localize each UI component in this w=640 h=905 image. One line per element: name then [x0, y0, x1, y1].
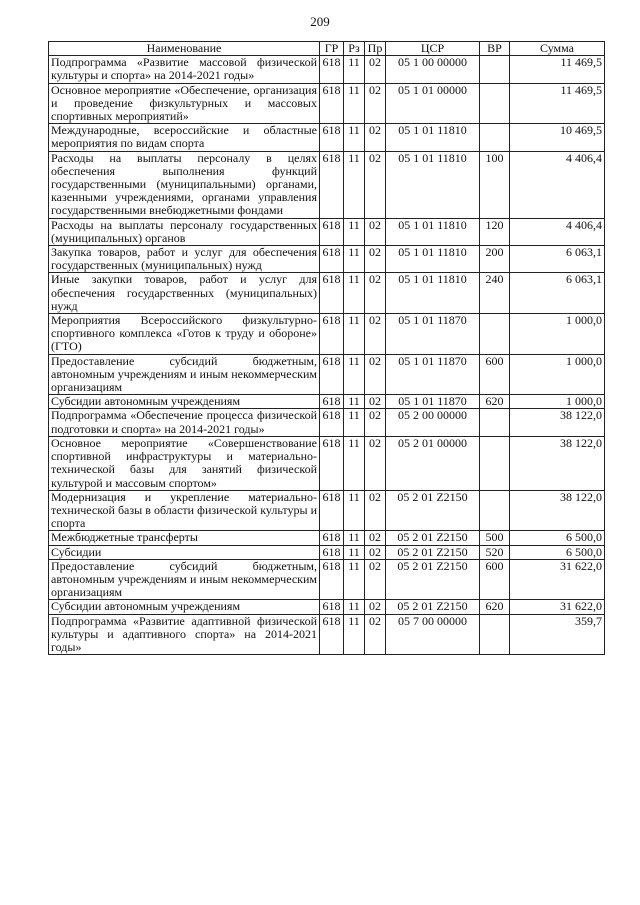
cell-pr: 02	[365, 600, 386, 614]
cell-gr: 618	[320, 490, 344, 531]
cell-pr: 02	[365, 490, 386, 531]
table-row	[49, 314, 605, 355]
cell-gr: 618	[320, 600, 344, 614]
cell-sum: 6 063,1	[510, 273, 605, 314]
cell-vr: 500	[480, 531, 510, 545]
cell-sum: 38 122,0	[510, 436, 605, 490]
header-sum: Сумма	[510, 42, 605, 56]
cell-csr: 05 2 00 00000	[386, 409, 480, 436]
cell-pr: 02	[365, 409, 386, 436]
cell-vr: 200	[480, 246, 510, 273]
cell-pr: 02	[365, 83, 386, 124]
cell-rz: 11	[344, 273, 365, 314]
cell-name: Закупка товаров, работ и услуг для обеспечения государственных (муниципальных) нужд	[49, 246, 320, 273]
cell-name: Субсидии автономным учреждениям	[49, 395, 320, 409]
cell-name: Основное мероприятие «Совершенствование спортивной инфраструктуры и материально-технической базы для занятий физической культурой и массовым спортом»	[49, 436, 320, 490]
cell-name: Межбюджетные трансферты	[49, 531, 320, 545]
cell-name: Субсидии	[49, 545, 320, 559]
cell-name: Субсидии автономным учреждениям	[49, 600, 320, 614]
cell-csr: 05 1 01 11870	[386, 314, 480, 355]
header-name: Наименование	[49, 42, 320, 56]
cell-csr: 05 1 00 00000	[386, 56, 480, 83]
cell-sum: 38 122,0	[510, 490, 605, 531]
cell-pr: 02	[365, 436, 386, 490]
table-row	[49, 354, 605, 395]
cell-sum: 10 469,5	[510, 124, 605, 151]
cell-vr	[480, 409, 510, 436]
cell-csr: 05 1 01 11810	[386, 218, 480, 245]
table-row	[49, 395, 605, 409]
cell-rz: 11	[344, 151, 365, 218]
table-row	[49, 545, 605, 559]
cell-rz: 11	[344, 246, 365, 273]
table-row	[49, 614, 605, 655]
cell-vr	[480, 614, 510, 655]
table-row	[49, 124, 605, 151]
cell-pr: 02	[365, 531, 386, 545]
cell-rz: 11	[344, 124, 365, 151]
table-row	[49, 246, 605, 273]
cell-rz: 11	[344, 545, 365, 559]
cell-vr	[480, 83, 510, 124]
cell-pr: 02	[365, 559, 386, 600]
cell-gr: 618	[320, 56, 344, 83]
header-rz: Рз	[344, 42, 365, 56]
cell-rz: 11	[344, 83, 365, 124]
cell-vr: 600	[480, 354, 510, 395]
cell-pr: 02	[365, 545, 386, 559]
cell-sum: 31 622,0	[510, 600, 605, 614]
cell-csr: 05 1 01 11870	[386, 395, 480, 409]
cell-pr: 02	[365, 151, 386, 218]
page-number: 209	[310, 14, 330, 29]
table-row	[49, 273, 605, 314]
cell-csr: 05 2 01 Z2150	[386, 559, 480, 600]
cell-gr: 618	[320, 354, 344, 395]
table-row	[49, 56, 605, 83]
cell-gr: 618	[320, 409, 344, 436]
cell-gr: 618	[320, 218, 344, 245]
header-vr: ВР	[480, 42, 510, 56]
cell-csr: 05 1 01 11870	[386, 354, 480, 395]
cell-sum: 11 469,5	[510, 83, 605, 124]
cell-name: Расходы на выплаты персоналу в целях обеспечения выполнения функций государственными (муниципальными) органами, казенными учреждениями, органами управления государственными внебюджетными фондами	[49, 151, 320, 218]
cell-vr: 600	[480, 559, 510, 600]
cell-csr: 05 1 01 11810	[386, 124, 480, 151]
cell-sum: 31 622,0	[510, 559, 605, 600]
cell-gr: 618	[320, 273, 344, 314]
cell-csr: 05 7 00 00000	[386, 614, 480, 655]
cell-rz: 11	[344, 600, 365, 614]
cell-name: Основное мероприятие «Обеспечение, организация и проведение физкультурных и массовых спортивных мероприятий»	[49, 83, 320, 124]
cell-name: Предоставление субсидий бюджетным, автономным учреждениям и иным некоммерческим организациям	[49, 559, 320, 600]
table-row	[49, 151, 605, 218]
cell-gr: 618	[320, 83, 344, 124]
cell-pr: 02	[365, 273, 386, 314]
cell-gr: 618	[320, 614, 344, 655]
cell-sum: 11 469,5	[510, 56, 605, 83]
cell-sum: 38 122,0	[510, 409, 605, 436]
cell-sum: 6 500,0	[510, 545, 605, 559]
cell-rz: 11	[344, 409, 365, 436]
cell-vr: 620	[480, 395, 510, 409]
cell-pr: 02	[365, 314, 386, 355]
cell-gr: 618	[320, 545, 344, 559]
table-row	[49, 531, 605, 545]
cell-csr: 05 2 01 Z2150	[386, 531, 480, 545]
cell-gr: 618	[320, 314, 344, 355]
table-row	[49, 83, 605, 124]
cell-rz: 11	[344, 354, 365, 395]
cell-gr: 618	[320, 246, 344, 273]
cell-rz: 11	[344, 395, 365, 409]
cell-pr: 02	[365, 218, 386, 245]
header-row	[49, 42, 605, 56]
cell-name: Подпрограмма «Развитие массовой физической культуры и спорта» на 2014-2021 годы»	[49, 56, 320, 83]
cell-vr: 240	[480, 273, 510, 314]
cell-vr	[480, 124, 510, 151]
budget-table	[48, 41, 605, 655]
cell-csr: 05 2 01 00000	[386, 436, 480, 490]
cell-rz: 11	[344, 436, 365, 490]
cell-csr: 05 1 01 11810	[386, 246, 480, 273]
cell-vr: 520	[480, 545, 510, 559]
cell-gr: 618	[320, 531, 344, 545]
cell-csr: 05 1 01 11810	[386, 151, 480, 218]
cell-sum: 1 000,0	[510, 354, 605, 395]
cell-rz: 11	[344, 559, 365, 600]
cell-rz: 11	[344, 531, 365, 545]
cell-name: Иные закупки товаров, работ и услуг для обеспечения государственных (муниципальных) нужд	[49, 273, 320, 314]
cell-csr: 05 2 01 Z2150	[386, 545, 480, 559]
cell-csr: 05 1 01 00000	[386, 83, 480, 124]
cell-sum: 4 406,4	[510, 218, 605, 245]
cell-gr: 618	[320, 559, 344, 600]
cell-vr: 620	[480, 600, 510, 614]
cell-vr: 120	[480, 218, 510, 245]
cell-gr: 618	[320, 436, 344, 490]
cell-rz: 11	[344, 314, 365, 355]
cell-gr: 618	[320, 124, 344, 151]
header-gr: ГР	[320, 42, 344, 56]
cell-pr: 02	[365, 56, 386, 83]
table-row	[49, 490, 605, 531]
cell-rz: 11	[344, 218, 365, 245]
cell-vr	[480, 490, 510, 531]
cell-csr: 05 2 01 Z2150	[386, 600, 480, 614]
cell-vr	[480, 436, 510, 490]
cell-pr: 02	[365, 246, 386, 273]
cell-name: Подпрограмма «Развитие адаптивной физической культуры и адаптивного спорта» на 2014-2021 годы»	[49, 614, 320, 655]
cell-csr: 05 2 01 Z2150	[386, 490, 480, 531]
cell-sum: 1 000,0	[510, 314, 605, 355]
cell-name: Расходы на выплаты персоналу государственных (муниципальных) органов	[49, 218, 320, 245]
table-body	[49, 56, 605, 655]
cell-name: Международные, всероссийские и областные мероприятия по видам спорта	[49, 124, 320, 151]
cell-rz: 11	[344, 56, 365, 83]
cell-pr: 02	[365, 354, 386, 395]
cell-csr: 05 1 01 11810	[386, 273, 480, 314]
cell-pr: 02	[365, 614, 386, 655]
cell-sum: 359,7	[510, 614, 605, 655]
header-pr: Пр	[365, 42, 386, 56]
table-row	[49, 409, 605, 436]
header-csr: ЦСР	[386, 42, 480, 56]
cell-vr	[480, 314, 510, 355]
cell-sum: 4 406,4	[510, 151, 605, 218]
table-row	[49, 436, 605, 490]
cell-name: Подпрограмма «Обеспечение процесса физической подготовки и спорта» на 2014-2021 годы»	[49, 409, 320, 436]
cell-sum: 6 500,0	[510, 531, 605, 545]
table-row	[49, 559, 605, 600]
cell-sum: 6 063,1	[510, 246, 605, 273]
cell-sum: 1 000,0	[510, 395, 605, 409]
table-row	[49, 218, 605, 245]
cell-vr	[480, 56, 510, 83]
cell-name: Мероприятия Всероссийского физкультурно-спортивного комплекса «Готов к труду и обороне» (ГТО)	[49, 314, 320, 355]
cell-pr: 02	[365, 124, 386, 151]
cell-pr: 02	[365, 395, 386, 409]
cell-name: Предоставление субсидий бюджетным, автономным учреждениям и иным некоммерческим организациям	[49, 354, 320, 395]
cell-rz: 11	[344, 614, 365, 655]
cell-gr: 618	[320, 395, 344, 409]
cell-vr: 100	[480, 151, 510, 218]
cell-name: Модернизация и укрепление материально-технической базы в области физической культуры и спорта	[49, 490, 320, 531]
cell-gr: 618	[320, 151, 344, 218]
cell-rz: 11	[344, 490, 365, 531]
table-row	[49, 600, 605, 614]
